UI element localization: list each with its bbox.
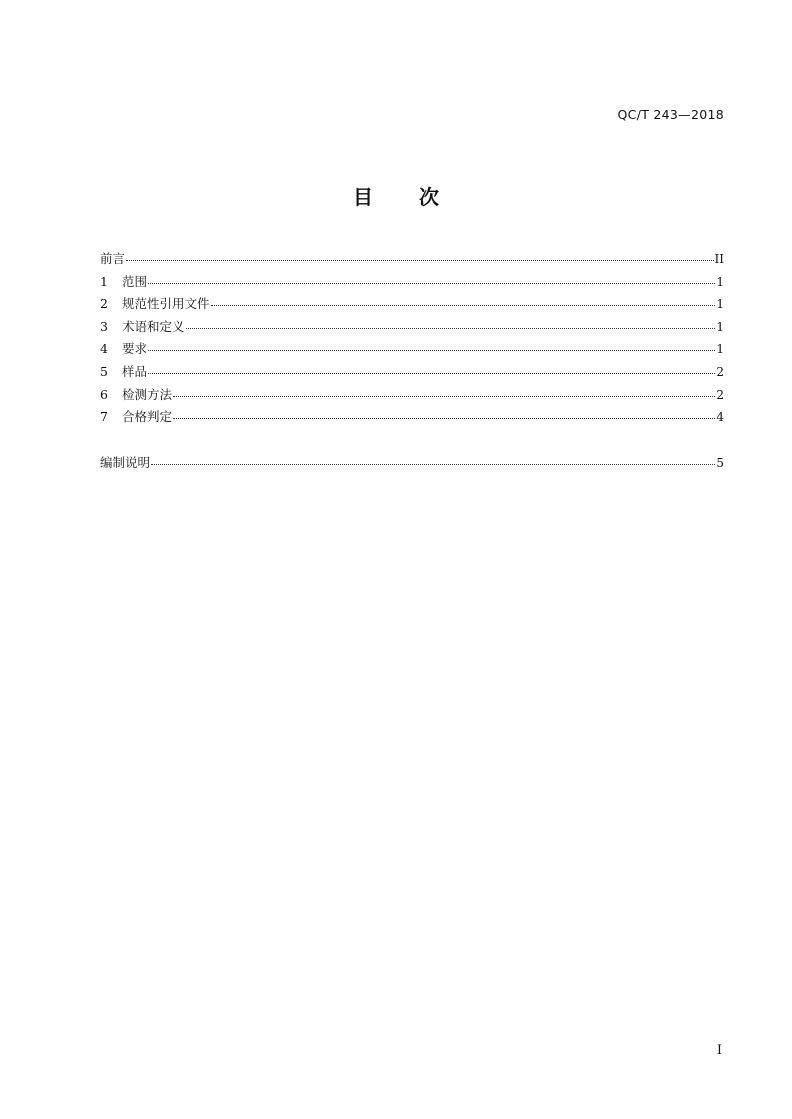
toc-entry-label: 样品 <box>122 363 148 379</box>
toc-entry-label: 合格判定 <box>122 409 173 425</box>
toc-entry-number: 2 <box>100 296 108 312</box>
toc-entry-number: 1 <box>100 273 108 289</box>
toc-entry-number: 6 <box>100 386 108 402</box>
toc-leader <box>148 340 715 351</box>
table-of-contents <box>100 248 724 474</box>
toc-entry-samples[interactable] <box>100 361 724 384</box>
page-title <box>0 181 792 210</box>
toc-leader <box>173 386 715 397</box>
toc-entry-normative-references[interactable] <box>100 293 724 316</box>
toc-entry-label: 规范性引用文件 <box>122 296 210 312</box>
title-char-2: 次 <box>419 185 439 209</box>
toc-leader <box>148 363 715 374</box>
toc-entry-label: 检测方法 <box>122 386 173 402</box>
page-number: I <box>716 1043 722 1058</box>
toc-leader <box>126 250 714 261</box>
toc-entry-page: 1 <box>716 274 724 289</box>
toc-entry-terms-definitions[interactable] <box>100 316 724 339</box>
toc-entry-page: 2 <box>716 364 724 379</box>
toc-leader <box>186 318 716 329</box>
toc-entry-label: 要求 <box>122 341 148 357</box>
toc-entry-page: 5 <box>716 455 724 470</box>
toc-entry-foreword[interactable] <box>100 248 724 271</box>
toc-leader <box>173 408 715 419</box>
toc-entry-scope[interactable] <box>100 271 724 294</box>
toc-entry-label: 前言 <box>100 251 126 266</box>
toc-entry-number: 7 <box>100 409 108 425</box>
toc-entry-requirements[interactable] <box>100 338 724 361</box>
toc-entry-page: 4 <box>716 410 724 425</box>
toc-entry-test-methods[interactable] <box>100 384 724 407</box>
toc-entry-page: 2 <box>716 387 724 402</box>
toc-entry-number: 4 <box>100 341 108 357</box>
toc-entry-compilation-notes[interactable] <box>100 452 724 475</box>
toc-entry-page: 1 <box>716 342 724 357</box>
toc-entry-label: 术语和定义 <box>122 318 185 334</box>
toc-entry-page: II <box>714 252 724 266</box>
toc-leader <box>151 454 715 465</box>
toc-entry-number: 5 <box>100 363 108 379</box>
toc-entry-label: 范围 <box>122 273 148 289</box>
toc-entry-number: 3 <box>100 318 108 334</box>
toc-entry-page: 1 <box>716 319 724 334</box>
title-char-1: 目 <box>353 185 373 209</box>
toc-entry-page: 1 <box>716 297 724 312</box>
toc-leader <box>148 273 715 284</box>
toc-leader <box>211 295 716 306</box>
toc-entry-conformity-judgment[interactable] <box>100 406 724 429</box>
toc-entry-label: 编制说明 <box>100 454 151 470</box>
standard-number: QC/T 243—2018 <box>617 107 724 122</box>
